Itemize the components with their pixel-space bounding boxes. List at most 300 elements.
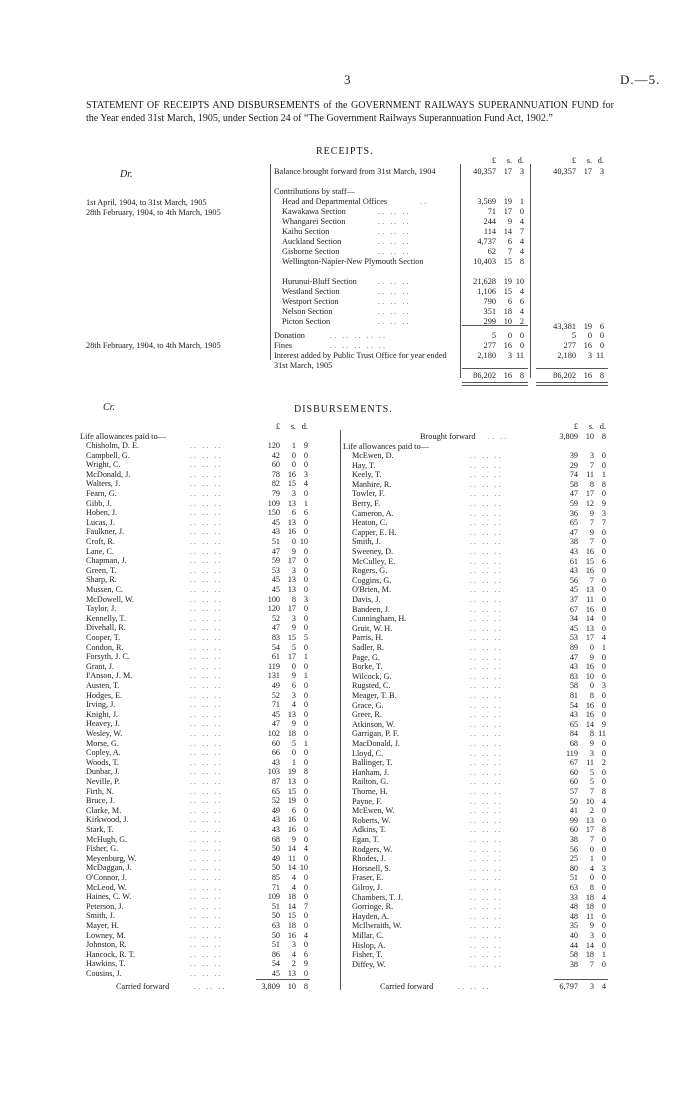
- amount-pence: 8: [601, 825, 606, 835]
- row-leader: .. .. ..: [190, 700, 223, 710]
- receipt-item-shillings: 14: [503, 227, 512, 236]
- payee-name: Towler, F.: [352, 489, 385, 499]
- carried-forward-right-pence: 4: [601, 982, 606, 991]
- amount-shillings: 13: [287, 969, 296, 978]
- amount-pounds: 34: [569, 614, 578, 624]
- payee-name: Wilcock, G.: [352, 671, 392, 681]
- payee-name: Hislop, A.: [352, 940, 386, 950]
- amount-shillings: 18: [585, 950, 594, 960]
- amount-pence: 0: [303, 921, 308, 930]
- dr-label: Dr.: [120, 169, 133, 180]
- amount-pounds: 74: [569, 470, 578, 480]
- row-leader: .. .. ..: [190, 748, 223, 758]
- payee-name: Campbell, G.: [86, 450, 130, 460]
- amount-shillings: 5: [291, 738, 296, 748]
- donation-pounds: 5: [491, 331, 496, 340]
- table-row: [0, 566, 700, 576]
- receipt-item-shillings: 18: [503, 307, 512, 316]
- amount-shillings: 12: [585, 499, 594, 508]
- amount-pounds: 67: [569, 604, 578, 614]
- payee-name: Parris, H.: [352, 633, 384, 643]
- amount-pounds: 71: [271, 700, 280, 710]
- amount-pence: 0: [601, 902, 606, 912]
- receipt-item-name: Kaihu Section: [282, 227, 330, 236]
- row-leader: .. .. ..: [190, 969, 223, 978]
- row-leader: .. .. ..: [190, 604, 223, 614]
- amount-shillings: 18: [287, 892, 296, 902]
- fines-pounds: 277: [483, 341, 496, 350]
- page-number: 3: [344, 72, 351, 87]
- table-row: [0, 595, 700, 605]
- amount-pence: 1: [303, 671, 308, 681]
- amount-pounds: 45: [271, 575, 280, 585]
- amount-shillings: 3: [291, 940, 296, 950]
- amount-shillings: 3: [589, 748, 594, 758]
- balance-shillings: 17: [503, 167, 512, 176]
- payee-name: Divehall, R.: [86, 623, 126, 633]
- table-row: [0, 816, 700, 826]
- amount-pence: 0: [601, 537, 606, 547]
- receipt-item-leader: .. .. ..: [378, 317, 411, 326]
- amount-shillings: 9: [589, 921, 594, 931]
- amount-pence: 0: [601, 700, 606, 710]
- receipt-item-leader: .. .. ..: [378, 217, 411, 226]
- amount-pence: 5: [303, 633, 308, 642]
- payee-name: Manhire, R.: [352, 479, 392, 489]
- payee-name: Sadler, R.: [352, 643, 385, 652]
- payee-name: Smith, J.: [86, 911, 115, 921]
- amount-shillings: 4: [291, 949, 296, 959]
- receipt-item-shillings: 17: [503, 207, 512, 216]
- carried-forward-left-pence: 8: [303, 982, 308, 991]
- row-leader: .. .. ..: [470, 777, 503, 787]
- row-leader: .. .. ..: [470, 796, 503, 806]
- receipt-item-leader: .. .. ..: [378, 207, 411, 216]
- carried-forward-right-label: Carried forward: [380, 982, 434, 991]
- row-leader: .. .. ..: [470, 758, 503, 768]
- amount-pounds: 67: [569, 758, 578, 768]
- receipt-item-name: Picton Section: [282, 317, 331, 326]
- amount-pounds: 83: [569, 671, 578, 681]
- receipt-item-leader: .. .. ..: [378, 237, 411, 246]
- donation-shillings: 0: [507, 331, 512, 340]
- grand-total-2-pence: 8: [599, 371, 604, 380]
- amount-pounds: 65: [271, 786, 280, 796]
- payee-name: Hay, T.: [352, 460, 376, 470]
- payee-name: Bruce, J.: [86, 796, 115, 806]
- amount-pence: 4: [601, 796, 606, 806]
- receipts-mid-rule-2: [530, 164, 531, 378]
- table-row: [0, 893, 700, 903]
- amount-shillings: 19: [287, 796, 296, 806]
- payee-name: Rugsted, C.: [352, 681, 391, 691]
- table-row: [0, 691, 700, 701]
- payee-name: Forsyth, J. C.: [86, 652, 130, 662]
- payee-name: Mussen, C.: [86, 585, 124, 594]
- amount-shillings: 6: [291, 508, 296, 518]
- table-row: [0, 921, 700, 931]
- amount-pounds: 103: [267, 767, 280, 777]
- table-row: [0, 489, 700, 499]
- amount-pence: 0: [601, 614, 606, 624]
- amount-pounds: 51: [271, 901, 280, 911]
- amount-pounds: 89: [569, 643, 578, 652]
- amount-shillings: 0: [291, 450, 296, 460]
- payee-name: Davis, J.: [352, 595, 381, 604]
- amount-shillings: 7: [589, 575, 594, 585]
- payee-name: Millar, C.: [352, 931, 384, 940]
- row-leader: .. .. ..: [190, 594, 223, 604]
- amount-pence: 0: [303, 805, 308, 815]
- amount-shillings: 14: [287, 844, 296, 854]
- amount-shillings: 16: [585, 700, 594, 710]
- amount-pence: 0: [303, 748, 308, 758]
- payee-name: Gilroy, J.: [352, 883, 383, 892]
- amount-pounds: 48: [569, 902, 578, 912]
- amount-pence: 0: [303, 911, 308, 921]
- amount-shillings: 0: [589, 844, 594, 854]
- row-leader: .. .. ..: [190, 863, 223, 873]
- receipt-item-pounds: 21,628: [473, 277, 496, 286]
- amount-pounds: 45: [271, 517, 280, 527]
- row-leader: .. .. ..: [190, 729, 223, 738]
- amount-pounds: 29: [569, 460, 578, 470]
- amount-shillings: 13: [585, 815, 594, 825]
- amount-pounds: 45: [271, 969, 280, 978]
- amount-pence: 0: [303, 613, 308, 623]
- amount-shillings: 13: [287, 709, 296, 719]
- carried-forward-left-leader: .. .. ..: [194, 982, 227, 991]
- row-leader: .. .. ..: [470, 652, 503, 662]
- receipts-left-rule: [270, 164, 271, 360]
- carried-forward-right-rule: [554, 979, 608, 980]
- amount-shillings: 13: [585, 585, 594, 595]
- amount-pence: 0: [303, 873, 308, 882]
- amount-pence: 8: [303, 767, 308, 777]
- amount-shillings: 8: [589, 883, 594, 892]
- amount-shillings: 16: [287, 469, 296, 479]
- receipt-item-pence: 4: [519, 237, 524, 246]
- disbursements-heading: DISBURSEMENTS.: [294, 404, 393, 415]
- table-row: [0, 845, 700, 855]
- amount-pounds: 51: [271, 940, 280, 950]
- amount-pence: 1: [601, 643, 606, 652]
- amount-shillings: 9: [291, 623, 296, 633]
- col-head-pence-1: d.: [517, 156, 524, 165]
- amount-pounds: 43: [569, 566, 578, 576]
- amount-pounds: 38: [569, 835, 578, 844]
- amount-shillings: 15: [287, 786, 296, 796]
- amount-pounds: 119: [268, 661, 280, 671]
- amount-pence: 0: [601, 652, 606, 662]
- table-row: [0, 633, 700, 643]
- payee-name: I'Anson, J. M.: [86, 671, 133, 681]
- amount-shillings: 11: [586, 758, 594, 768]
- table-row: [0, 509, 700, 519]
- payee-name: Chambers, T. J.: [352, 892, 403, 902]
- payee-name: Hancock, R. T.: [86, 949, 136, 959]
- row-leader: .. .. ..: [470, 633, 503, 643]
- amount-pounds: 54: [271, 642, 280, 652]
- amount-shillings: 3: [589, 451, 594, 460]
- payee-name: Fearn, G.: [86, 489, 117, 498]
- row-leader: .. .. ..: [470, 643, 503, 652]
- amount-pounds: 43: [271, 815, 280, 825]
- life-allowances-label: Life allowances paid to—: [80, 432, 166, 441]
- amount-shillings: 5: [291, 642, 296, 652]
- table-row: [0, 902, 700, 912]
- carried-forward-right-leader: .. .. ..: [458, 982, 491, 991]
- amount-pounds: 56: [569, 575, 578, 585]
- amount-pence: 9: [601, 499, 606, 508]
- amount-pounds: 83: [271, 633, 280, 642]
- brought-forward-label: Brought forward: [420, 432, 476, 441]
- amount-pence: 0: [303, 729, 308, 738]
- brought-forward-shillings: 10: [585, 432, 594, 441]
- amount-shillings: 13: [287, 777, 296, 786]
- donation-leader: .. .. .. .. ..: [330, 331, 388, 340]
- row-leader: .. .. ..: [470, 911, 503, 921]
- amount-pounds: 79: [271, 489, 280, 498]
- payee-name: Kirkwood, J.: [86, 815, 129, 825]
- payee-name: McIlwraith, W.: [352, 921, 402, 931]
- amount-pence: 0: [601, 527, 606, 537]
- payee-name: Grace, G.: [352, 700, 384, 710]
- col-head-pound-1: £: [491, 156, 496, 165]
- payee-name: Johnston, R.: [86, 940, 127, 950]
- amount-pence: 10: [299, 863, 308, 873]
- amount-pence: 0: [601, 489, 606, 499]
- amount-pounds: 65: [569, 719, 578, 729]
- table-row: [0, 777, 700, 787]
- interest-total-pounds: 2,180: [557, 351, 576, 360]
- table-row: [0, 854, 700, 864]
- amount-pence: 0: [303, 786, 308, 796]
- amount-pence: 0: [303, 969, 308, 978]
- amount-pence: 0: [303, 796, 308, 806]
- payee-name: Cousins, J.: [86, 969, 122, 978]
- row-leader: .. .. ..: [470, 575, 503, 585]
- payee-name: Dunbar, J.: [86, 767, 120, 777]
- table-row: [0, 835, 700, 845]
- disb-col-head-shilling-1: s.: [290, 422, 296, 431]
- row-leader: .. .. ..: [470, 595, 503, 604]
- amount-shillings: 2: [589, 806, 594, 816]
- amount-pence: 0: [601, 835, 606, 844]
- row-leader: .. .. ..: [470, 499, 503, 508]
- amount-pounds: 47: [569, 527, 578, 537]
- table-row: [0, 576, 700, 586]
- amount-pounds: 35: [569, 921, 578, 931]
- table-row: [0, 662, 700, 672]
- amount-shillings: 0: [589, 681, 594, 691]
- receipts-heading: RECEIPTS.: [316, 146, 374, 157]
- payee-name: Morse, G.: [86, 738, 119, 748]
- row-leader: .. .. ..: [470, 681, 503, 691]
- balance-pence: 3: [519, 167, 524, 176]
- row-leader: .. .. ..: [190, 892, 223, 902]
- receipt-item-leader: .. .. ..: [378, 307, 411, 316]
- payee-name: Haines, C. W.: [86, 892, 132, 902]
- amount-shillings: 6: [291, 681, 296, 690]
- interest-total-pence: 11: [596, 351, 604, 360]
- row-leader: .. .. ..: [190, 537, 223, 546]
- table-row: [0, 499, 700, 509]
- amount-shillings: 9: [291, 546, 296, 556]
- table-row: [0, 950, 700, 960]
- amount-pounds: 50: [271, 844, 280, 854]
- row-leader: .. .. ..: [470, 556, 503, 566]
- fines-shillings: 16: [503, 341, 512, 350]
- row-leader: .. .. ..: [470, 508, 503, 518]
- row-leader: .. .. ..: [190, 834, 223, 844]
- amount-pounds: 43: [271, 527, 280, 537]
- interest-pounds: 2,180: [477, 351, 496, 360]
- table-row: [0, 768, 700, 778]
- amount-pounds: 43: [569, 662, 578, 672]
- amount-pounds: 61: [271, 652, 280, 662]
- amount-shillings: 8: [589, 479, 594, 489]
- amount-shillings: 4: [291, 700, 296, 710]
- amount-shillings: 15: [287, 479, 296, 489]
- amount-shillings: 10: [585, 796, 594, 806]
- amount-pence: 0: [601, 931, 606, 940]
- payee-name: Woods, T.: [86, 757, 119, 767]
- payee-name: Borke, T.: [352, 662, 383, 672]
- table-row: [0, 873, 700, 883]
- receipt-item-pounds: 299: [483, 317, 496, 326]
- amount-pence: 3: [601, 681, 606, 691]
- amount-pence: 0: [601, 547, 606, 556]
- amount-pounds: 38: [569, 537, 578, 547]
- payee-name: McHugh, G.: [86, 834, 128, 844]
- row-leader: .. .. ..: [470, 825, 503, 835]
- amount-pence: 0: [601, 566, 606, 576]
- payee-name: Diffey, W.: [352, 959, 386, 969]
- row-leader: .. .. ..: [470, 451, 503, 460]
- payee-name: Fisher, T.: [352, 950, 383, 960]
- payee-name: Clarke, M.: [86, 805, 122, 815]
- payee-name: Gibb, J.: [86, 498, 112, 508]
- row-leader: .. .. ..: [470, 604, 503, 614]
- payee-name: Kennelly, T.: [86, 613, 126, 623]
- table-row: [0, 758, 700, 768]
- amount-pence: 0: [601, 691, 606, 700]
- row-leader: .. .. ..: [470, 873, 503, 883]
- amount-pounds: 57: [569, 787, 578, 796]
- receipt-item-shillings: 15: [503, 287, 512, 296]
- payee-name: Croft, R.: [86, 537, 115, 546]
- amount-pence: 1: [303, 652, 308, 662]
- amount-shillings: 17: [585, 633, 594, 643]
- amount-shillings: 3: [291, 489, 296, 498]
- fines-total-pence: 0: [599, 341, 604, 350]
- receipt-item-pence: 1: [519, 197, 524, 206]
- amount-shillings: 7: [589, 835, 594, 844]
- amount-shillings: 5: [589, 767, 594, 777]
- receipt-item-pence: 4: [519, 247, 524, 256]
- amount-pence: 1: [601, 470, 606, 480]
- carried-forward-left-shillings: 10: [287, 982, 296, 991]
- receipt-item-name: Auckland Section: [282, 237, 342, 246]
- amount-pounds: 45: [271, 709, 280, 719]
- table-row: [0, 547, 700, 557]
- amount-shillings: 11: [288, 853, 296, 863]
- amount-pence: 0: [601, 460, 606, 470]
- row-leader: .. .. ..: [470, 902, 503, 912]
- amount-pounds: 68: [569, 739, 578, 748]
- amount-pence: 0: [303, 489, 308, 498]
- amount-shillings: 15: [287, 633, 296, 642]
- row-leader: .. .. ..: [470, 863, 503, 873]
- amount-shillings: 8: [589, 729, 594, 739]
- balance-total-pounds: 40,357: [553, 167, 576, 176]
- table-row: [0, 720, 700, 730]
- row-leader: .. .. ..: [190, 613, 223, 623]
- row-leader: .. .. ..: [190, 479, 223, 489]
- amount-pence: 0: [601, 921, 606, 931]
- table-row: [0, 451, 700, 461]
- interest-shillings: 3: [507, 351, 512, 360]
- table-row: [0, 557, 700, 567]
- amount-pounds: 53: [271, 565, 280, 575]
- amount-pounds: 63: [569, 883, 578, 892]
- row-leader: .. .. ..: [470, 710, 503, 720]
- payee-name: Lane, C.: [86, 546, 114, 556]
- grand-total-rule-1: [462, 368, 528, 369]
- col-head-shilling-2: s.: [586, 156, 592, 165]
- disb-col-head-pound-2: £: [573, 422, 578, 431]
- amount-pounds: 56: [569, 844, 578, 854]
- row-leader: .. .. ..: [470, 719, 503, 729]
- period-1: 1st April, 1904, to 31st March, 1905: [86, 198, 207, 207]
- table-row: [0, 480, 700, 490]
- amount-pounds: 86: [271, 949, 280, 959]
- payee-name: Firth, N.: [86, 786, 114, 796]
- payee-name: Lloyd, C.: [352, 748, 384, 758]
- payee-name: Berry, F.: [352, 499, 381, 508]
- balance-total-shillings: 17: [583, 167, 592, 176]
- amount-shillings: 17: [585, 489, 594, 499]
- payee-name: Austen, T.: [86, 681, 120, 690]
- grand-total-double-rule-2: [536, 382, 608, 386]
- row-leader: .. .. ..: [470, 527, 503, 537]
- amount-pounds: 47: [569, 489, 578, 499]
- payee-name: Wright, C.: [86, 460, 121, 470]
- amount-shillings: 13: [287, 575, 296, 585]
- amount-pence: 0: [601, 710, 606, 720]
- payee-name: Keely, T.: [352, 470, 382, 480]
- amount-pence: 0: [303, 575, 308, 585]
- amount-shillings: 18: [585, 902, 594, 912]
- receipt-item-name: Whangarei Section: [282, 217, 346, 226]
- amount-pence: 0: [601, 844, 606, 854]
- payee-name: Payne, F.: [352, 796, 383, 806]
- amount-pounds: 109: [267, 892, 280, 902]
- amount-shillings: 9: [589, 527, 594, 537]
- row-leader: .. .. ..: [190, 853, 223, 863]
- amount-pounds: 47: [271, 623, 280, 633]
- receipt-item-pounds: 62: [487, 247, 496, 256]
- receipt-item-name: Hurunui-Bluff Section: [282, 277, 357, 286]
- row-leader: .. .. ..: [190, 719, 223, 729]
- row-leader: .. .. ..: [190, 959, 223, 969]
- row-leader: .. .. ..: [190, 527, 223, 537]
- payee-name: Bandeen, J.: [352, 604, 390, 614]
- amount-pounds: 45: [271, 585, 280, 594]
- amount-pence: 0: [303, 517, 308, 527]
- amount-shillings: 19: [287, 767, 296, 777]
